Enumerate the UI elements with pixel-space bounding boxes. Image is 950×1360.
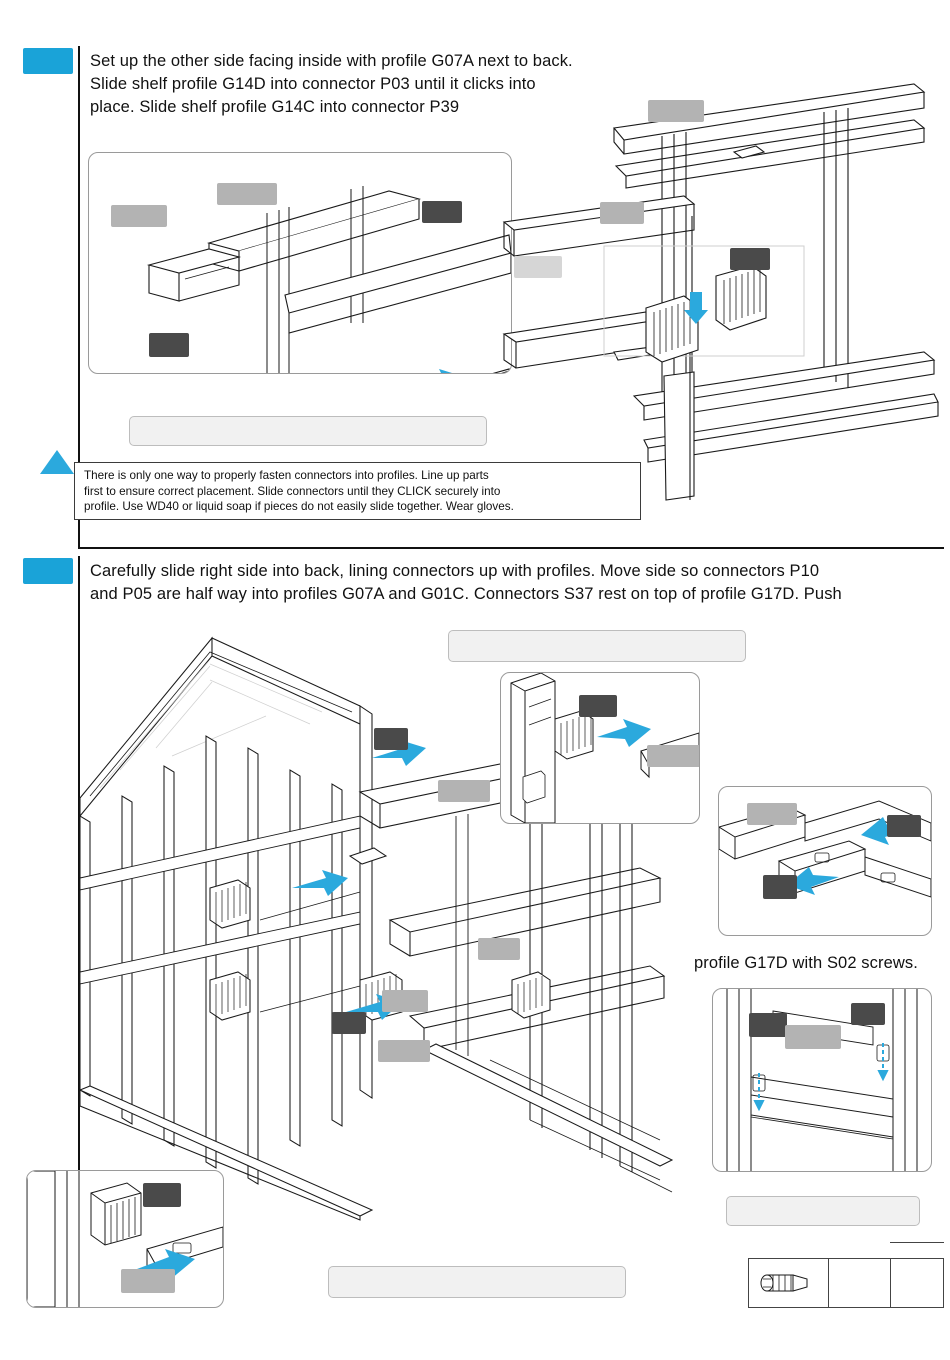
detail-label-2 [217, 183, 277, 205]
parts-cell-3 [891, 1259, 945, 1307]
detail-b-label-1 [747, 803, 797, 825]
note-line-2: first to ensure correct placement. Slide connectors until they CLICK securely into [84, 484, 501, 498]
detail-c-label-1 [749, 1013, 787, 1037]
detail-label-4 [149, 333, 189, 357]
note-line-3: profile. Use WD40 or liquid soap if pieces do not easily slide together. Wear gloves. [84, 500, 514, 513]
step-1-note [74, 462, 641, 520]
step-2-label-d [382, 990, 428, 1012]
step-2-label-a [374, 728, 408, 750]
detail-d-label-2 [121, 1269, 175, 1293]
step-2-detail-panel-c [712, 988, 932, 1172]
step-1-label-b [600, 202, 644, 224]
detail-c-label-2 [785, 1025, 841, 1049]
step-1-line-1: Set up the other side facing inside with profile G07A next to back. [90, 52, 573, 70]
step-2-detail-panel-b [718, 786, 932, 936]
detail-label-3 [422, 201, 462, 223]
step-1-caption-bar [129, 416, 487, 446]
step-2-label-f [378, 1040, 430, 1062]
parts-table-top-rule [890, 1242, 944, 1243]
step-2-detail-panel-d [26, 1170, 224, 1308]
arrow-icon [292, 740, 426, 1020]
parts-cell-screw [749, 1259, 829, 1307]
step-1-label-a [648, 100, 704, 122]
arrow-icon [191, 369, 465, 374]
step-1-line-2: Slide shelf profile G14D into connector P03 until it clicks into [90, 75, 536, 93]
step-2-detail-panel-a [500, 672, 700, 824]
arrow-icon [597, 719, 651, 747]
step-2-label-e [332, 1012, 366, 1034]
step-2-continuation: profile G17D with S02 screws. [694, 954, 918, 972]
step-2-caption-bar-top [448, 630, 746, 662]
parts-table [748, 1258, 944, 1308]
step-2-line-2: and P05 are half way into profiles G07A and G01C. Connectors S37 rest on top of profile G17D. Push [90, 585, 842, 603]
step-2-label-b [438, 780, 490, 802]
step-1-detail-panel [88, 152, 512, 374]
step-2-label-c [478, 938, 520, 960]
step-2-instruction [90, 560, 930, 606]
step-1-line-3: place. Slide shelf profile G14C into connector P39 [90, 98, 460, 116]
detail-c-label-3 [851, 1003, 885, 1025]
step-2-marker [23, 558, 73, 584]
detail-a-label-2 [647, 745, 700, 767]
step-2-line-1: Carefully slide right side into back, lining connectors up with profiles. Move side so connectors P10 [90, 562, 820, 580]
detail-c-illustration [713, 989, 931, 1171]
note-triangle-icon [40, 450, 74, 474]
detail-b-label-2 [887, 815, 921, 837]
detail-a-label-1 [579, 695, 617, 717]
detail-b-label-3 [763, 875, 797, 899]
step-1-bottom-rule [78, 547, 944, 549]
step-1-marker [23, 48, 73, 74]
step-1-label-c [514, 256, 562, 278]
parts-cell-2 [829, 1259, 891, 1307]
step-2-caption-bar-bottom [328, 1266, 626, 1298]
note-line-1: There is only one way to properly fasten connectors into profiles. Line up parts [84, 469, 489, 482]
screw-icon [749, 1259, 829, 1307]
step-2-caption-bar-right [726, 1196, 920, 1226]
step-1-label-d [730, 248, 770, 270]
detail-d-label-1 [143, 1183, 181, 1207]
detail-label-1 [111, 205, 167, 227]
